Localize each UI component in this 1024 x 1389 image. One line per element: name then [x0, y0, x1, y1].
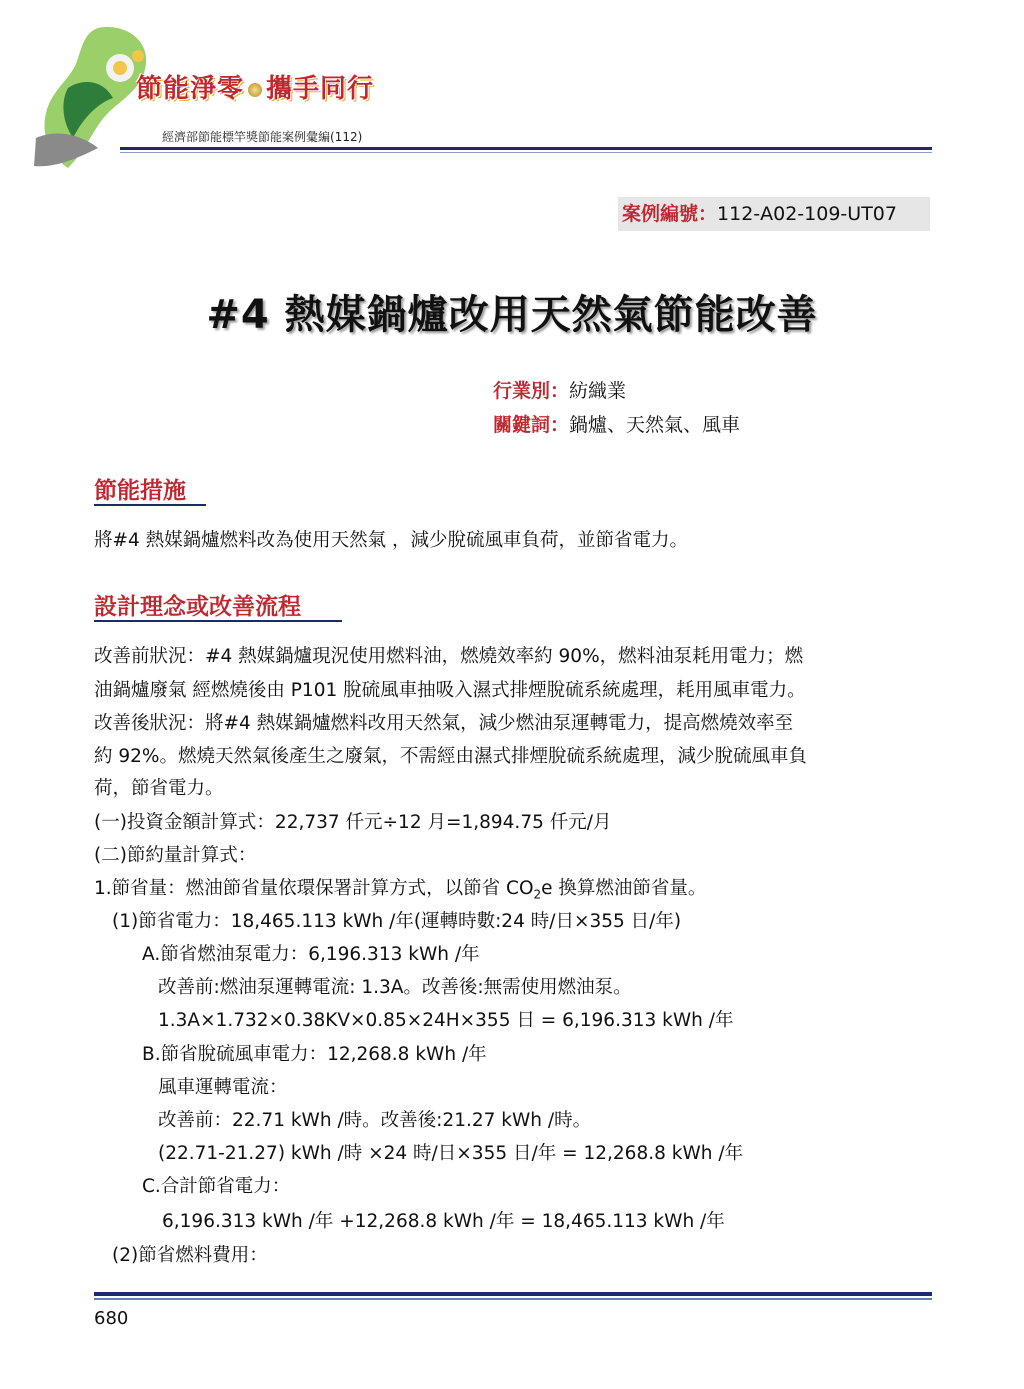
item-fuel-pump: A.節省燃油泵電力：6,196.313 kWh /年 [142, 944, 480, 965]
case-number-label: 案例編號： [622, 203, 718, 225]
body-line: 改善後狀況：將#4 熱媒鍋爐燃料改用天然氣，減少燃油泵運轉電力，提高燃燒效率至 [94, 713, 794, 734]
fan-formula: (22.71-21.27) kWh /時 ×24 時/日×355 日/年 = 12,268.8 kWh /年 [158, 1143, 744, 1164]
industry-value: 紡織業 [569, 380, 627, 402]
co2-line-sub: 2 [533, 887, 542, 902]
case-number-value: 112-A02-109-UT07 [717, 203, 897, 225]
investment-formula: (一)投資金額計算式：22,737 仟元÷12 月=1,894.75 仟元/月 [94, 812, 612, 833]
page-number: 680 [94, 1308, 129, 1329]
header-divider [120, 147, 932, 150]
body-line: 油鍋爐廢氣 經燃燒後由 P101 脫硫風車抽吸入濕式排煙脫硫系統處理，耗用風車電力。 [94, 680, 806, 701]
section-heading-measures: 節能措施 [94, 478, 186, 504]
section-underline [94, 620, 342, 622]
measures-text: 將#4 熱媒鍋爐燃料改為使用天然氣 ，減少脫硫風車負荷，並節省電力。 [94, 530, 689, 551]
industry-row [493, 376, 626, 403]
co2-line-before: 1.節省量：燃油節省量依環保署計算方式，以節省 CO [94, 878, 534, 899]
section-underline [94, 504, 206, 506]
keywords-value: 鍋爐、天然氣、風車 [569, 414, 741, 436]
case-number-box [618, 197, 930, 231]
header-divider-thin [120, 152, 932, 153]
item-fuel-cost-savings: (2)節省燃料費用： [112, 1245, 268, 1266]
body-line: 改善前狀況：#4 熱媒鍋爐現況使用燃料油，燃燒效率約 90%，燃料油泵耗用電力；燃 [94, 646, 804, 667]
keywords-row [493, 410, 740, 437]
industry-label: 行業別： [493, 380, 570, 402]
footer-divider [94, 1292, 932, 1296]
keywords-label: 關鍵詞： [493, 414, 570, 436]
total-formula: 6,196.313 kWh /年 +12,268.8 kWh /年 = 18,465.113 kWh /年 [162, 1211, 725, 1232]
brand-slogan-right: 攜手同行 [266, 74, 375, 104]
fuel-pump-formula: 1.3A×1.732×0.38KV×0.85×24H×355 日 = 6,196.313 kWh /年 [158, 1010, 734, 1031]
section-heading-design: 設計理念或改善流程 [94, 594, 301, 620]
document-title: #4 熱媒鍋爐改用天然氣節能改善 [206, 292, 818, 338]
body-line: 荷，節省電力。 [94, 778, 224, 799]
flower-icon [248, 83, 262, 97]
footer-divider-thin [94, 1298, 932, 1300]
co2-line-after: e 換算燃油節省量。 [541, 878, 707, 899]
savings-formula-heading: (二)節約量計算式： [94, 845, 257, 866]
co2-conversion-line [94, 874, 706, 902]
item-electricity-savings: (1)節省電力：18,465.113 kWh /年(運轉時數:24 時/日×355 日/年) [112, 911, 682, 932]
body-line: 風車運轉電流： [158, 1077, 288, 1098]
body-line: 約 92%。燃燒天然氣後產生之廢氣，不需經由濕式排煙脫硫系統處理，減少脫硫風車負 [94, 746, 808, 767]
body-line: 改善前：22.71 kWh /時。改善後:21.27 kWh /時。 [158, 1110, 592, 1131]
header-subtitle: 經濟部節能標竿獎節能案例彙編(112) [162, 130, 363, 144]
brand-slogan [136, 68, 374, 105]
item-total-savings: C.合計節省電力： [142, 1176, 291, 1197]
item-desulfurization-fan: B.節省脫硫風車電力：12,268.8 kWh /年 [142, 1044, 487, 1065]
body-line: 改善前:燃油泵運轉電流: 1.3A。改善後:無需使用燃油泵。 [158, 977, 632, 998]
brand-slogan-left: 節能淨零 [136, 74, 245, 104]
